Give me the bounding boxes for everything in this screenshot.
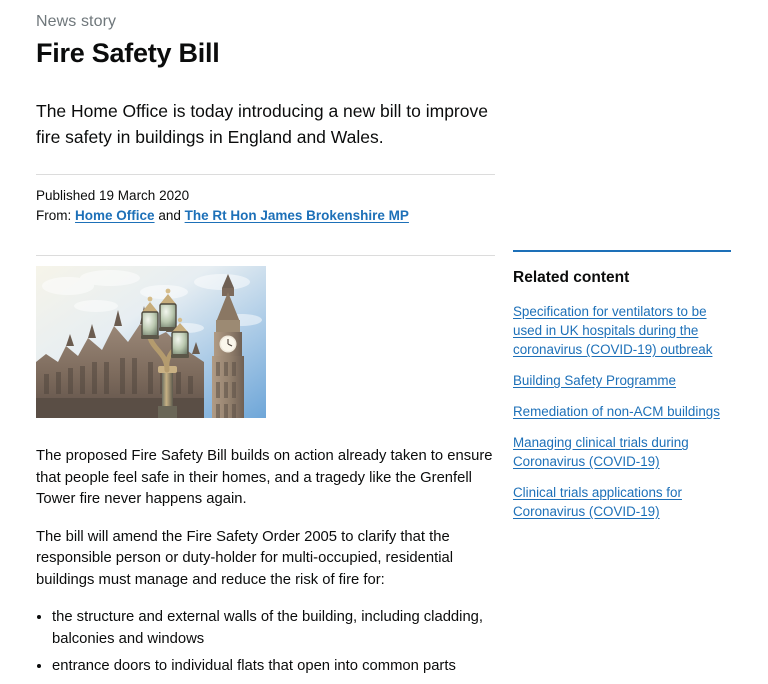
page-title: Fire Safety Bill <box>36 38 220 68</box>
article-header <box>36 12 496 87</box>
from-link-home-office[interactable]: Home Office <box>75 208 155 223</box>
article-body <box>36 446 498 684</box>
related-links-list <box>513 302 731 521</box>
body-paragraph: The bill will amend the Fire Safety Order 2005 to clarify that the responsible person or duty-holder for multi-occupied, residential buildings must manage and reduce the risk of fire for: <box>36 528 453 588</box>
article-standfirst: The Home Office is today introducing a new bill to improve fire safety in buildings in England and Wales. <box>36 101 488 147</box>
article-metadata <box>36 186 506 226</box>
list-item <box>513 433 731 471</box>
list-item <box>513 302 731 359</box>
divider-above-metadata <box>36 174 495 175</box>
related-link-managing-clinical-trials[interactable]: Managing clinical trials during Coronavirus (COVID-19) <box>513 435 689 469</box>
sidebar-accent-rule <box>513 250 731 252</box>
related-content-heading: Related content <box>513 269 630 286</box>
from-label: From: <box>36 208 72 223</box>
from-link-minister[interactable]: The Rt Hon James Brokenshire MP <box>184 208 409 223</box>
list-item <box>513 402 731 421</box>
list-item: • the structure and external walls of the building, including cladding, balconies and windows <box>52 607 498 650</box>
from-organisations <box>36 206 506 226</box>
body-paragraph: The proposed Fire Safety Bill builds on action already taken to ensure that people feel safe in their homes, and a tragedy like the Grenfell Tower fire never happens again. <box>36 448 493 507</box>
fire-risk-list <box>36 607 498 678</box>
divider-above-image <box>36 255 495 256</box>
content-type-label: News story <box>36 13 117 30</box>
related-content-sidebar <box>513 250 731 533</box>
hero-image <box>36 266 266 418</box>
related-link-building-safety-programme[interactable]: Building Safety Programme <box>513 373 676 388</box>
list-item: • entrance doors to individual flats that open into common parts <box>52 656 498 678</box>
related-link-ventilator-specification[interactable]: Specification for ventilators to be used in UK hospitals during the coronavirus (COVID-19) outbreak <box>513 304 713 357</box>
published-date: Published 19 March 2020 <box>36 188 190 203</box>
list-item <box>513 483 731 521</box>
list-item <box>513 371 731 390</box>
related-link-clinical-trials-applications[interactable]: Clinical trials applications for Coronavirus (COVID-19) <box>513 485 682 519</box>
from-conjunction: and <box>158 208 181 223</box>
related-link-remediation-non-acm[interactable]: Remediation of non-ACM buildings <box>513 404 720 419</box>
